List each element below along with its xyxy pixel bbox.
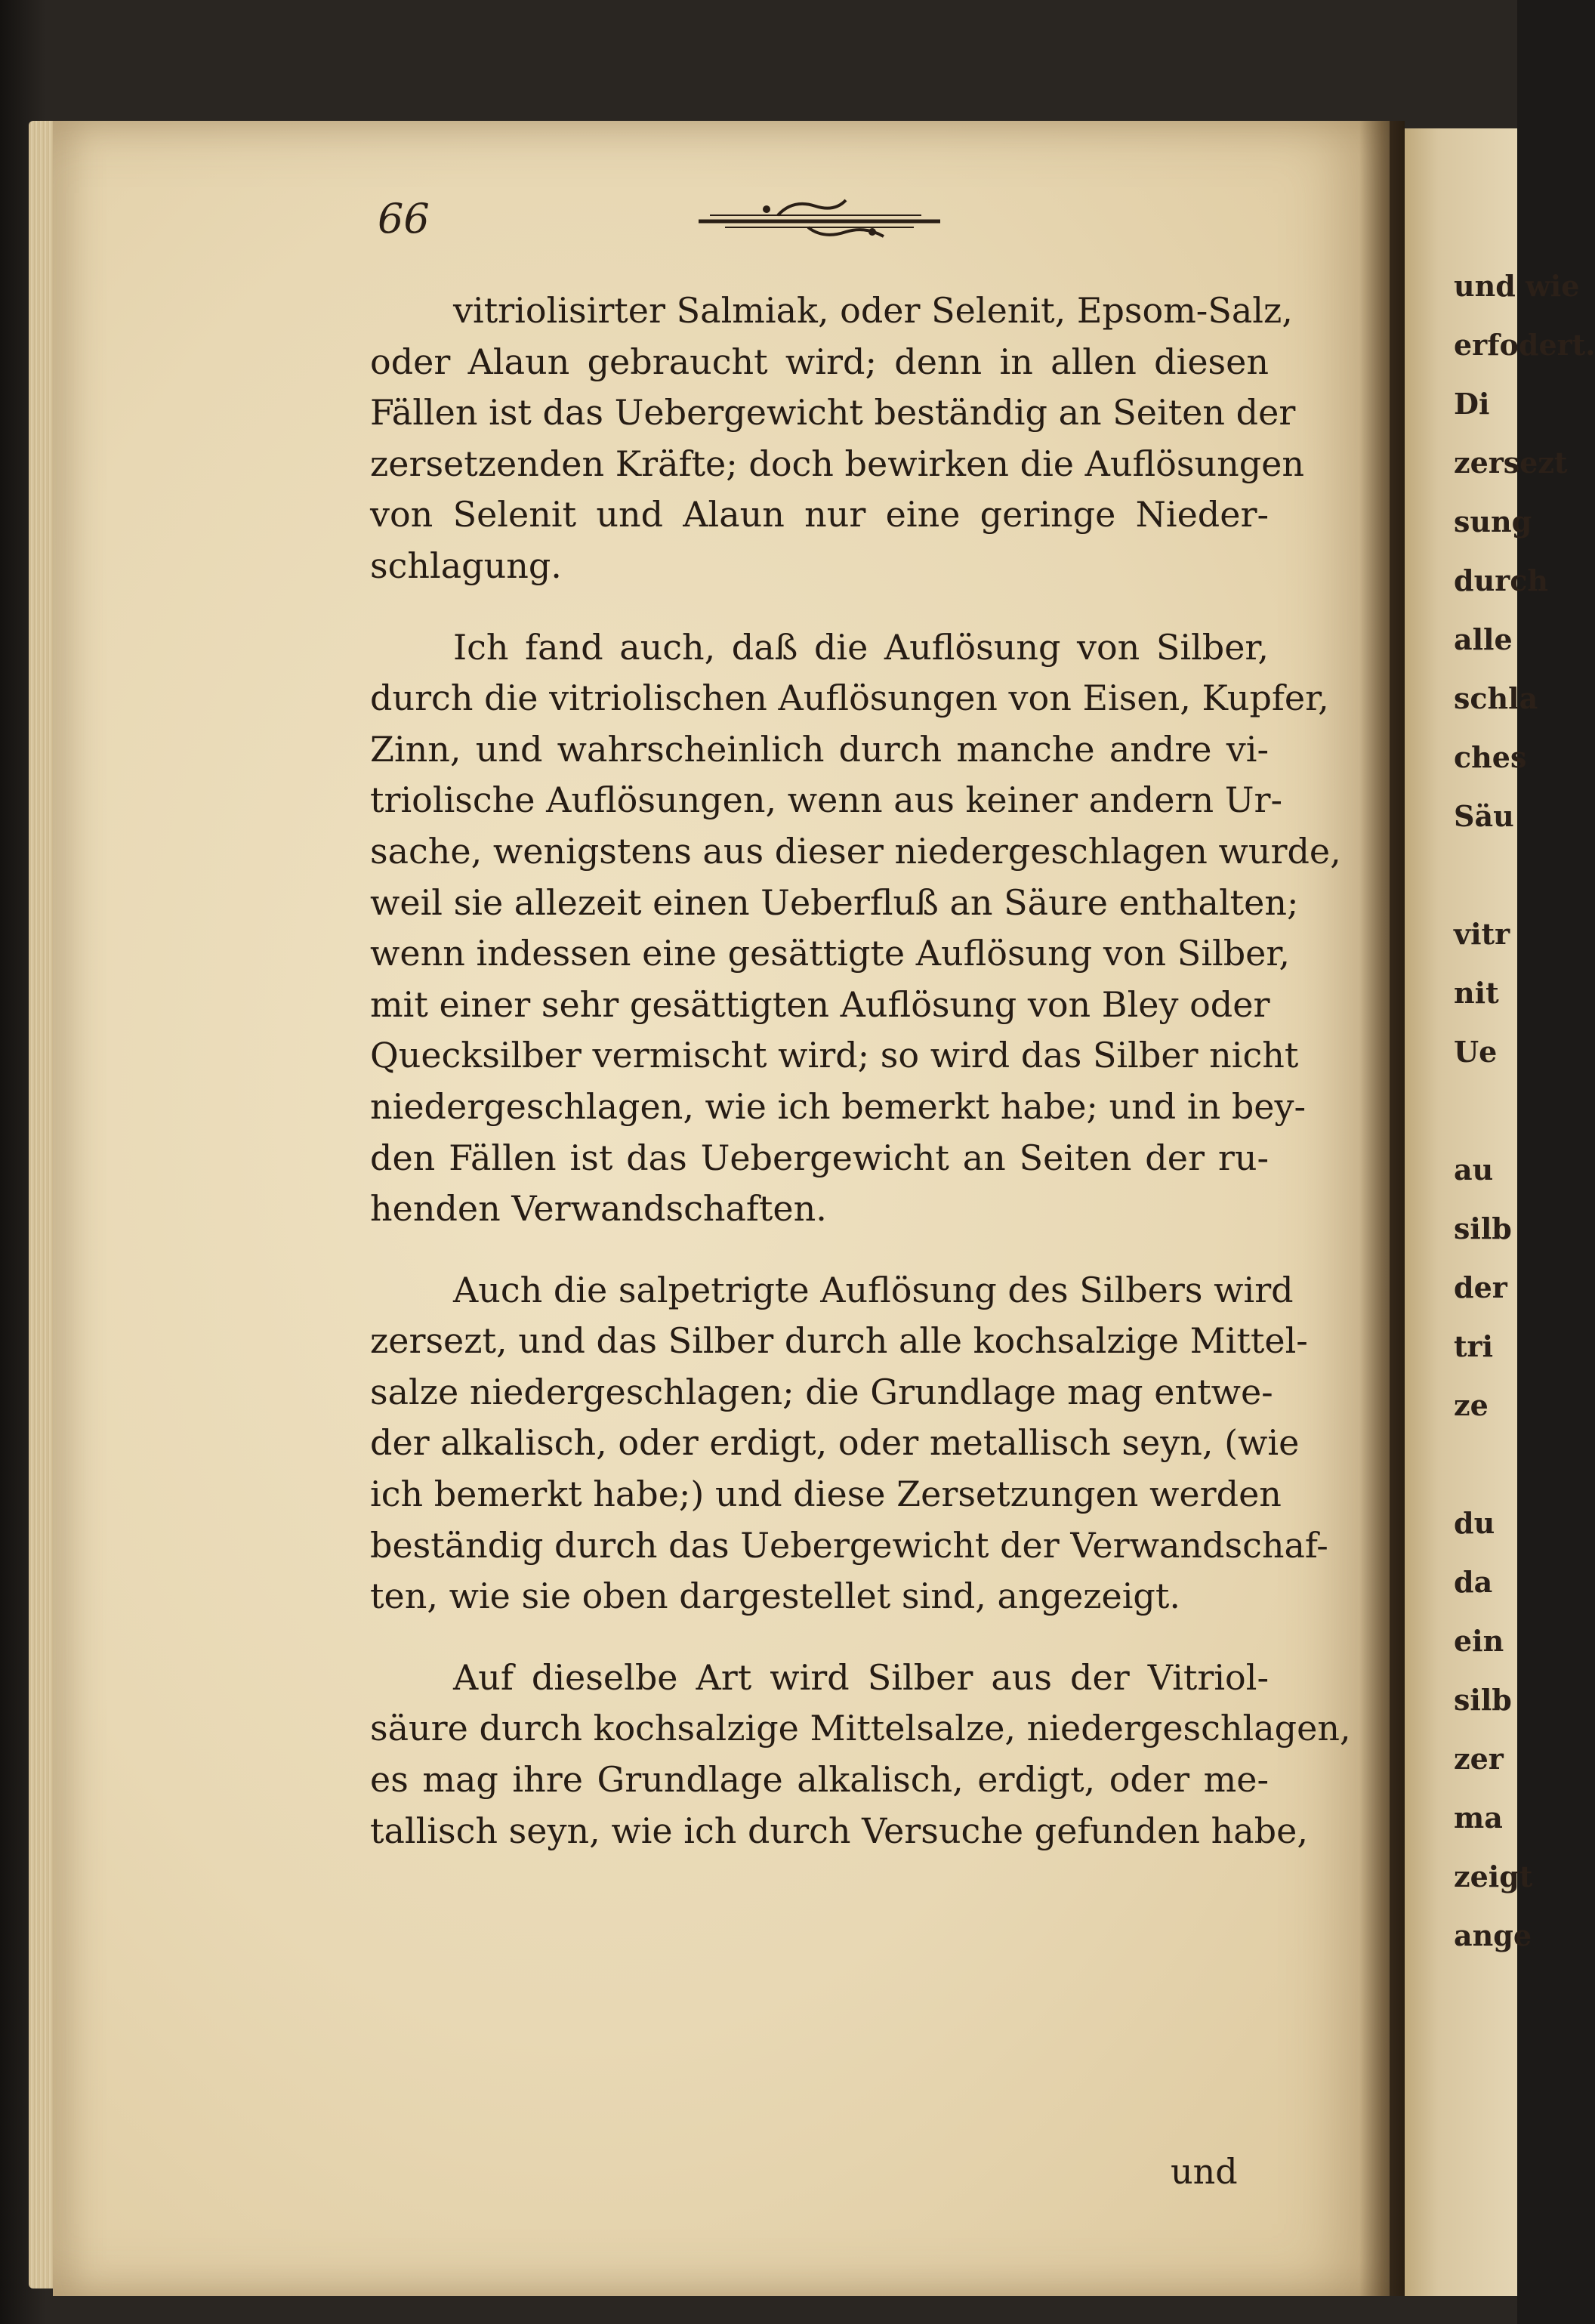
text-line: säure durch kochsalzige Mittelsalze, niedergeschlagen, [370, 1708, 1351, 1749]
book-gutter [1359, 121, 1405, 2296]
text-line: ten, wie sie oben dargestellet sind, angezeigt. [370, 1576, 1180, 1617]
facing-page-fragment: zersezt [1454, 446, 1568, 480]
facing-page-fragment: sung [1454, 505, 1532, 539]
text-line: triolische Auflösungen, wenn aus keiner andern Ur- [370, 779, 1283, 821]
paragraph [370, 622, 1341, 1235]
facing-page-fragment: nit [1454, 976, 1499, 1010]
facing-page-fragment: vitr [1454, 917, 1510, 951]
book-page-edges [29, 121, 56, 2289]
page-body [370, 285, 1351, 1856]
paragraph [370, 1653, 1351, 1856]
text-line: der alkalisch, oder erdigt, oder metallisch seyn, (wie [370, 1422, 1300, 1464]
facing-page-fragment: au [1454, 1153, 1494, 1187]
text-line: Auf dieselbe Art wird Silber aus der Vitriol- [453, 1656, 1269, 1698]
text-line: weil sie allezeit einen Ueberfluß an Säure enthalten; [370, 881, 1299, 923]
facing-page-fragment: ma [1454, 1801, 1503, 1835]
text-line: oder Alaun gebraucht wird; denn in allen diesen [370, 341, 1269, 382]
text-line: zersetzenden Kräfte; doch bewirken die Auflösungen [370, 443, 1305, 484]
text-line: henden Verwandschaften. [370, 1188, 827, 1230]
text-line: Quecksilber vermischt wird; so wird das Silber nicht [370, 1035, 1299, 1076]
catchword: und [1171, 2151, 1238, 2192]
facing-page-fragment: Säu [1454, 799, 1514, 833]
facing-page-fragment: silb [1454, 1683, 1512, 1717]
facing-page-fragment [1454, 1435, 1517, 1494]
facing-page-fragment: da [1454, 1565, 1493, 1599]
text-line: den Fällen ist das Uebergewicht an Seiten der ru- [370, 1137, 1269, 1178]
facing-page-fragment: durch [1454, 563, 1548, 597]
text-line: salze niedergeschlagen; die Grundlage mag entwe- [370, 1371, 1273, 1412]
facing-page-fragment: der [1454, 1270, 1507, 1304]
text-line: niedergeschlagen, wie ich bemerkt habe; und in bey- [370, 1085, 1307, 1127]
page-number: 66 [378, 195, 430, 242]
facing-page-fragment: Ue [1454, 1035, 1498, 1069]
facing-page-fragment: erfodert. [1454, 328, 1595, 362]
facing-page-fragment: ein [1454, 1624, 1504, 1658]
facing-page-fragment: tri [1454, 1329, 1494, 1363]
facing-page-fragment: du [1454, 1506, 1495, 1540]
text-line: Fällen ist das Uebergewicht beständig an Seiten der [370, 392, 1296, 434]
text-line: vitriolisirter Salmiak, oder Selenit, Epsom-Salz, [453, 290, 1293, 331]
facing-page-fragment: silb [1454, 1211, 1512, 1245]
text-line: sache, wenigstens aus dieser niedergeschlagen wurde, [370, 830, 1341, 872]
paragraph [370, 1265, 1328, 1622]
text-line: mit einer sehr gesättigten Auflösung von Bley oder [370, 983, 1270, 1025]
facing-page-fragment: ches [1454, 740, 1527, 774]
facing-page-text [1454, 257, 1595, 1965]
facing-page-fragment: schla [1454, 681, 1538, 715]
facing-page-fragment [1454, 1082, 1517, 1140]
paragraph [370, 285, 1305, 592]
facing-page-fragment: zeigt [1454, 1860, 1533, 1893]
text-line: durch die vitriolischen Auflösungen von Eisen, Kupfer, [370, 677, 1329, 719]
facing-page-fragment: und wie [1454, 269, 1580, 303]
facing-page-fragment: alle [1454, 622, 1513, 656]
text-line: beständig durch das Uebergewicht der Verwandschaf- [370, 1524, 1328, 1566]
text-line: ich bemerkt habe;) und diese Zersetzungen werden [370, 1474, 1282, 1515]
header-ornament-icon [695, 193, 944, 245]
text-line: von Selenit und Alaun nur eine geringe Nieder- [370, 494, 1269, 535]
text-line: Zinn, und wahrscheinlich durch manche andre vi- [370, 728, 1269, 770]
text-line: Ich fand auch, daß die Auflösung von Silber, [453, 626, 1269, 668]
facing-page-fragment: ze [1454, 1388, 1489, 1422]
text-line: Auch die salpetrigte Auflösung des Silbers wird [453, 1269, 1294, 1310]
text-line: schlagung. [370, 545, 562, 586]
facing-page-fragment: ange [1454, 1918, 1532, 1952]
facing-page-fragment: Di [1454, 387, 1490, 421]
facing-page-fragment: zer [1454, 1742, 1504, 1776]
text-line: es mag ihre Grundlage alkalisch, erdigt, oder me- [370, 1759, 1269, 1801]
text-line: wenn indessen eine gesättigte Auflösung von Silber, [370, 933, 1290, 974]
text-line: zersezt, und das Silber durch alle kochsalzige Mittel- [370, 1320, 1308, 1362]
facing-page-fragment [1454, 846, 1517, 905]
text-line: tallisch seyn, wie ich durch Versuche gefunden habe, [370, 1810, 1308, 1851]
